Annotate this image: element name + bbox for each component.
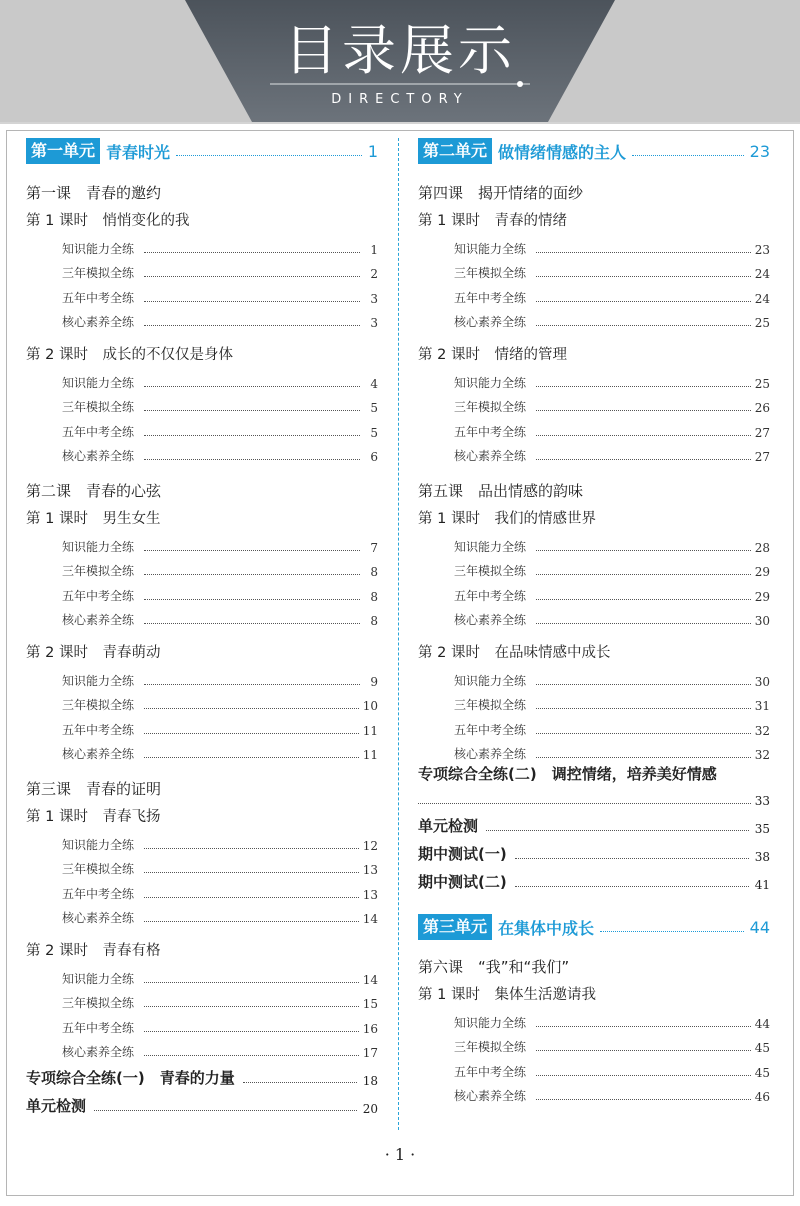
toc-entry[interactable] bbox=[26, 987, 378, 1012]
page-number: 23 bbox=[754, 242, 770, 257]
entry-label: 三年模拟全练 bbox=[62, 400, 135, 414]
page-number: 11 bbox=[362, 723, 378, 738]
unit-page: 44 bbox=[749, 917, 770, 937]
leader-dots bbox=[144, 982, 359, 983]
leader-dots bbox=[94, 1110, 357, 1111]
toc-entry[interactable] bbox=[26, 877, 378, 902]
page-number: 46 bbox=[754, 1090, 770, 1104]
page-number: 5 bbox=[370, 401, 378, 415]
leader-dots bbox=[144, 325, 360, 326]
unit-header[interactable] bbox=[418, 138, 770, 164]
page-number: 7 bbox=[370, 540, 378, 555]
toc-entry[interactable] bbox=[26, 306, 378, 331]
leader-dots bbox=[536, 459, 751, 460]
toc-entry[interactable] bbox=[418, 604, 770, 629]
special-label: 专项综合全练(二) 调控情绪，培养美好情感 bbox=[418, 765, 717, 783]
period-title: 第 1 课时 青春飞扬 bbox=[26, 809, 161, 825]
page-number: 3 bbox=[370, 316, 378, 330]
entry-list bbox=[26, 366, 378, 464]
leader-dots bbox=[144, 757, 359, 758]
page-number: 8 bbox=[370, 589, 378, 604]
leader-dots bbox=[243, 1082, 357, 1083]
toc-entry[interactable] bbox=[418, 713, 770, 738]
toc-entry[interactable] bbox=[26, 902, 378, 927]
leader-dots bbox=[536, 550, 751, 551]
entry-label: 核心素养全练 bbox=[454, 449, 527, 463]
page-number: 25 bbox=[754, 376, 770, 391]
toc-entry[interactable] bbox=[418, 530, 770, 555]
toc-entry[interactable] bbox=[418, 555, 770, 580]
entry-label: 三年模拟全练 bbox=[454, 698, 527, 712]
entry-label: 知识能力全练 bbox=[454, 241, 527, 256]
entry-label: 三年模拟全练 bbox=[62, 564, 135, 578]
leader-dots bbox=[536, 733, 751, 734]
page-number: 17 bbox=[362, 1046, 378, 1060]
page-number: 31 bbox=[754, 699, 770, 713]
leader-dots bbox=[515, 886, 749, 887]
unit-header[interactable] bbox=[418, 914, 770, 940]
column-divider bbox=[398, 138, 399, 1130]
toc-entry[interactable] bbox=[26, 738, 378, 763]
leader-dots bbox=[144, 848, 359, 849]
page-number: 45 bbox=[754, 1041, 770, 1055]
toc-entry[interactable] bbox=[26, 828, 378, 853]
toc-entry[interactable] bbox=[418, 306, 770, 331]
page-title: 目录展示 bbox=[284, 19, 516, 82]
entry-label: 五年中考全练 bbox=[454, 290, 527, 305]
entry-label: 三年模拟全练 bbox=[62, 996, 135, 1010]
toc-entry[interactable] bbox=[418, 664, 770, 689]
midterm-test-1[interactable] bbox=[418, 836, 770, 864]
entry-label: 核心素养全练 bbox=[454, 315, 527, 329]
entry-label: 三年模拟全练 bbox=[62, 698, 135, 712]
page-number: 14 bbox=[362, 972, 378, 987]
page-number: 3 bbox=[370, 291, 378, 306]
period-title: 第 1 课时 集体生活邀请我 bbox=[418, 987, 596, 1003]
leader-dots bbox=[144, 459, 360, 460]
page-number: 13 bbox=[362, 863, 378, 877]
toc-entry[interactable] bbox=[26, 604, 378, 629]
entry-list bbox=[26, 530, 378, 628]
toc-entry[interactable] bbox=[26, 366, 378, 391]
page-number: 26 bbox=[754, 401, 770, 415]
leader-dots bbox=[536, 276, 751, 277]
entry-label: 核心素养全练 bbox=[62, 1045, 135, 1059]
toc-entry[interactable] bbox=[418, 1055, 770, 1080]
toc-entry[interactable] bbox=[418, 440, 770, 465]
page-number: 41 bbox=[754, 878, 770, 892]
entry-label: 知识能力全练 bbox=[62, 673, 135, 688]
toc-entry[interactable] bbox=[26, 232, 378, 257]
leader-dots bbox=[144, 897, 359, 898]
toc-entry[interactable] bbox=[26, 1036, 378, 1061]
lesson-title: 第四课 揭开情绪的面纱 bbox=[418, 184, 584, 202]
period-title: 第 2 课时 青春萌动 bbox=[26, 645, 161, 661]
lesson-title: 第六课 “我”和“我们” bbox=[418, 958, 570, 976]
leader-dots bbox=[144, 684, 360, 685]
page-number: 38 bbox=[754, 850, 770, 864]
entry-label: 三年模拟全练 bbox=[454, 266, 527, 280]
toc-entry[interactable] bbox=[26, 281, 378, 306]
test-label: 期中测试(二) bbox=[418, 873, 507, 891]
entry-label: 五年中考全练 bbox=[454, 1064, 527, 1079]
page-number: 1 bbox=[370, 242, 378, 257]
unit-title: 在集体中成长 bbox=[498, 918, 595, 938]
leader-dots bbox=[515, 858, 749, 859]
leader-dots bbox=[536, 1099, 751, 1100]
entry-list bbox=[418, 1006, 770, 1104]
entry-label: 五年中考全练 bbox=[62, 290, 135, 305]
leader-dots bbox=[144, 435, 360, 436]
page-number: 27 bbox=[754, 450, 770, 464]
leader-dots bbox=[536, 684, 751, 685]
entry-label: 知识能力全练 bbox=[62, 971, 135, 986]
period-title: 第 2 课时 青春有格 bbox=[26, 943, 161, 959]
leader-dots bbox=[536, 325, 751, 326]
entry-label: 知识能力全练 bbox=[62, 241, 135, 256]
leader-dots bbox=[418, 803, 751, 804]
entry-label: 核心素养全练 bbox=[62, 613, 135, 627]
entry-list bbox=[26, 828, 378, 926]
toc-entry[interactable] bbox=[418, 366, 770, 391]
toc-entry[interactable] bbox=[418, 281, 770, 306]
leader-dots bbox=[536, 1050, 751, 1051]
page-number: 29 bbox=[754, 589, 770, 604]
leader-dots bbox=[536, 1026, 751, 1027]
entry-label: 五年中考全练 bbox=[62, 722, 135, 737]
page-number: 45 bbox=[754, 1065, 770, 1080]
page-number: 33 bbox=[754, 794, 770, 808]
leader-dots bbox=[632, 155, 744, 156]
toc-entry[interactable] bbox=[26, 530, 378, 555]
entry-label: 核心素养全练 bbox=[454, 613, 527, 627]
left-column bbox=[26, 138, 378, 1116]
page-number-footer: · 1 · bbox=[384, 1145, 416, 1164]
leader-dots bbox=[536, 599, 751, 600]
toc-entry[interactable] bbox=[418, 738, 770, 763]
toc-entry[interactable] bbox=[26, 664, 378, 689]
entry-label: 五年中考全练 bbox=[62, 588, 135, 603]
page-number: 32 bbox=[754, 723, 770, 738]
page-number: 5 bbox=[370, 425, 378, 440]
entry-label: 核心素养全练 bbox=[62, 449, 135, 463]
page-subtitle: DIRECTORY bbox=[331, 92, 469, 107]
leader-dots bbox=[536, 386, 751, 387]
page-number: 15 bbox=[362, 997, 378, 1011]
lesson-title: 第一课 青春的邀约 bbox=[26, 184, 162, 202]
test-label: 单元检测 bbox=[418, 817, 479, 835]
special-leader bbox=[418, 786, 770, 808]
entry-list bbox=[26, 962, 378, 1060]
page-number: 29 bbox=[754, 565, 770, 579]
special-exercise[interactable] bbox=[26, 1060, 378, 1088]
toc-entry[interactable] bbox=[26, 1011, 378, 1036]
period-title: 第 2 课时 成长的不仅仅是身体 bbox=[26, 347, 233, 363]
entry-label: 五年中考全练 bbox=[62, 1020, 135, 1035]
entry-label: 核心素养全练 bbox=[454, 1089, 527, 1103]
entry-label: 核心素养全练 bbox=[62, 747, 135, 761]
leader-dots bbox=[144, 410, 360, 411]
leader-dots bbox=[144, 599, 360, 600]
unit-header[interactable] bbox=[26, 138, 378, 164]
toc-entry[interactable] bbox=[26, 713, 378, 738]
period-title: 第 1 课时 悄悄变化的我 bbox=[26, 213, 190, 229]
unit-page: 1 bbox=[367, 141, 378, 161]
entry-label: 三年模拟全练 bbox=[454, 1040, 527, 1054]
toc-entry[interactable] bbox=[418, 1006, 770, 1031]
leader-dots bbox=[536, 410, 751, 411]
toc-entry[interactable] bbox=[418, 232, 770, 257]
leader-dots bbox=[144, 872, 359, 873]
page-number: 35 bbox=[754, 822, 770, 836]
unit-badge: 第二单元 bbox=[418, 138, 492, 164]
entry-label: 知识能力全练 bbox=[62, 837, 135, 852]
leader-dots bbox=[144, 1006, 359, 1007]
entry-label: 知识能力全练 bbox=[62, 375, 135, 390]
page-number: 4 bbox=[370, 376, 378, 391]
page-number: 8 bbox=[370, 565, 378, 579]
leader-dots bbox=[536, 757, 751, 758]
leader-dots bbox=[144, 252, 360, 253]
toc-entry[interactable] bbox=[26, 257, 378, 282]
entry-list bbox=[418, 366, 770, 464]
entry-list bbox=[418, 530, 770, 628]
entry-label: 核心素养全练 bbox=[62, 315, 135, 329]
page-number: 44 bbox=[754, 1016, 770, 1031]
unit-page: 23 bbox=[749, 141, 770, 161]
page-number: 28 bbox=[754, 540, 770, 555]
leader-dots bbox=[144, 550, 360, 551]
unit-test[interactable] bbox=[418, 808, 770, 836]
unit-badge: 第三单元 bbox=[418, 914, 492, 940]
entry-label: 知识能力全练 bbox=[454, 673, 527, 688]
entry-list bbox=[418, 232, 770, 330]
leader-dots bbox=[144, 623, 360, 624]
page-number: 18 bbox=[362, 1074, 378, 1088]
entry-label: 五年中考全练 bbox=[454, 722, 527, 737]
page-number: 2 bbox=[370, 267, 378, 281]
leader-dots bbox=[144, 921, 359, 922]
entry-label: 知识能力全练 bbox=[454, 539, 527, 554]
page-number: 13 bbox=[362, 887, 378, 902]
test-label: 期中测试(一) bbox=[418, 845, 507, 863]
leader-dots bbox=[536, 708, 751, 709]
page-number: 12 bbox=[362, 838, 378, 853]
toc-entry[interactable] bbox=[26, 689, 378, 714]
toc-entry[interactable] bbox=[26, 391, 378, 416]
entry-label: 知识能力全练 bbox=[454, 1015, 527, 1030]
page-number: 25 bbox=[754, 316, 770, 330]
entry-label: 三年模拟全练 bbox=[454, 564, 527, 578]
page-number: 20 bbox=[362, 1102, 378, 1116]
page-number: 10 bbox=[362, 699, 378, 713]
leader-dots bbox=[536, 1075, 751, 1076]
leader-dots bbox=[144, 708, 359, 709]
leader-dots bbox=[536, 435, 751, 436]
entry-label: 五年中考全练 bbox=[454, 424, 527, 439]
leader-dots bbox=[536, 252, 751, 253]
toc-entry[interactable] bbox=[418, 579, 770, 604]
page-number: 30 bbox=[754, 614, 770, 628]
toc-entry[interactable] bbox=[26, 440, 378, 465]
period-title: 第 1 课时 我们的情感世界 bbox=[418, 511, 596, 527]
entry-list bbox=[26, 232, 378, 330]
page-number: 24 bbox=[754, 267, 770, 281]
entry-label: 五年中考全练 bbox=[454, 588, 527, 603]
page-number: 16 bbox=[362, 1021, 378, 1036]
page-number: 8 bbox=[370, 614, 378, 628]
lesson-title: 第二课 青春的心弦 bbox=[26, 482, 162, 500]
midterm-test-2[interactable] bbox=[418, 864, 770, 892]
header-banner bbox=[0, 0, 800, 124]
leader-dots bbox=[536, 301, 751, 302]
unit-test[interactable] bbox=[26, 1088, 378, 1116]
leader-dots bbox=[144, 574, 360, 575]
lesson-title: 第三课 青春的证明 bbox=[26, 780, 162, 798]
entry-label: 知识能力全练 bbox=[62, 539, 135, 554]
page-number: 24 bbox=[754, 291, 770, 306]
entry-list bbox=[418, 664, 770, 762]
leader-dots bbox=[536, 623, 751, 624]
entry-label: 核心素养全练 bbox=[62, 911, 135, 925]
page-number: 14 bbox=[362, 912, 378, 926]
period-title: 第 1 课时 青春的情绪 bbox=[418, 213, 567, 229]
entry-label: 三年模拟全练 bbox=[62, 862, 135, 876]
unit-title: 做情绪情感的主人 bbox=[498, 142, 627, 162]
page-number: 11 bbox=[362, 748, 378, 762]
leader-dots bbox=[144, 386, 360, 387]
leader-dots bbox=[144, 1031, 359, 1032]
special-label: 专项综合全练(一) 青春的力量 bbox=[26, 1069, 235, 1087]
toc-entry[interactable] bbox=[26, 962, 378, 987]
page-number: 6 bbox=[370, 450, 378, 464]
test-label: 单元检测 bbox=[26, 1097, 87, 1115]
toc-entry[interactable] bbox=[418, 1080, 770, 1105]
page-number: 30 bbox=[754, 674, 770, 689]
entry-label: 三年模拟全练 bbox=[62, 266, 135, 280]
toc-entry[interactable] bbox=[26, 853, 378, 878]
period-title: 第 1 课时 男生女生 bbox=[26, 511, 161, 527]
period-title: 第 2 课时 在品味情感中成长 bbox=[418, 645, 611, 661]
toc-entry[interactable] bbox=[418, 391, 770, 416]
page-number: 32 bbox=[754, 748, 770, 762]
toc-entry[interactable] bbox=[418, 1031, 770, 1056]
unit-title: 青春时光 bbox=[106, 142, 171, 162]
page-number: 27 bbox=[754, 425, 770, 440]
toc-entry[interactable] bbox=[418, 415, 770, 440]
entry-list bbox=[26, 664, 378, 762]
leader-dots bbox=[486, 830, 749, 831]
leader-dots bbox=[176, 155, 362, 156]
toc-entry[interactable] bbox=[26, 415, 378, 440]
toc-entry[interactable] bbox=[26, 555, 378, 580]
entry-label: 五年中考全练 bbox=[62, 886, 135, 901]
entry-label: 知识能力全练 bbox=[454, 375, 527, 390]
unit-badge: 第一单元 bbox=[26, 138, 100, 164]
toc-entry[interactable] bbox=[26, 579, 378, 604]
page-number: 9 bbox=[370, 674, 378, 689]
entry-label: 五年中考全练 bbox=[62, 424, 135, 439]
leader-dots bbox=[144, 301, 360, 302]
leader-dots bbox=[144, 733, 359, 734]
leader-dots bbox=[144, 1055, 359, 1056]
entry-label: 核心素养全练 bbox=[454, 747, 527, 761]
lesson-title: 第五课 品出情感的韵味 bbox=[418, 482, 584, 500]
right-column bbox=[418, 138, 770, 1104]
period-title: 第 2 课时 情绪的管理 bbox=[418, 347, 567, 363]
special-exercise[interactable] bbox=[418, 762, 770, 808]
leader-dots bbox=[536, 574, 751, 575]
toc-entry[interactable] bbox=[418, 257, 770, 282]
entry-label: 三年模拟全练 bbox=[454, 400, 527, 414]
toc-entry[interactable] bbox=[418, 689, 770, 714]
leader-dots bbox=[600, 931, 744, 932]
leader-dots bbox=[144, 276, 360, 277]
